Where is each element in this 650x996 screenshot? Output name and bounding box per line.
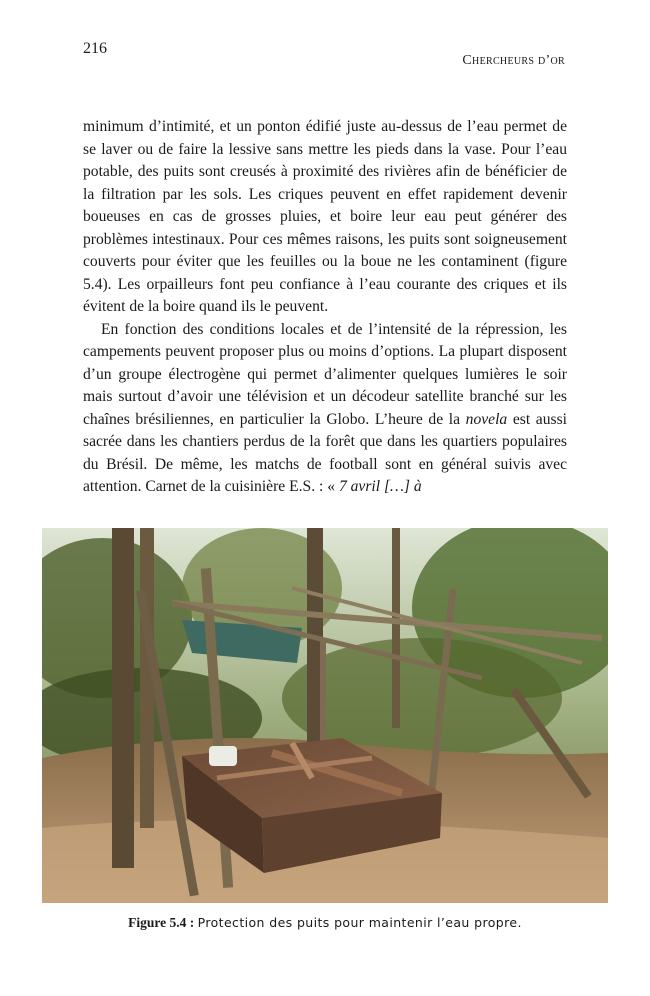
paragraph-2-text-b: est aussi sacrée dans les chantiers perdus de la forêt que dans les quartiers populaires du Brésil. De même, les matchs de football sont en général suivis avec attention. Carnet de la cuisinière E.S. : « xyxy=(83,410,567,495)
paragraph-2 xyxy=(83,319,567,499)
running-title: Chercheurs d’or xyxy=(462,53,565,68)
body-text xyxy=(83,116,567,499)
paragraph-2-text-a: En fonction des conditions locales et de l’intensité de la répression, les campements peuvent proposer plus ou moins d’options. La plupart disposent d’un groupe électrogène qui permet d’alimenter quelques lumières le soir mais surtout d’avoir une télévision et un décodeur satellite branché sur les chaînes brésiliennes, en particulier la Globo. L’heure de la xyxy=(83,320,567,428)
paragraph-2-italic-novela: novela xyxy=(465,410,508,428)
figure-caption-text: Protection des puits pour maintenir l’eau propre. xyxy=(197,915,522,930)
figure-caption xyxy=(0,915,650,931)
well-photo-illustration xyxy=(42,528,608,903)
figure-photo xyxy=(42,528,608,903)
page-number: 216 xyxy=(83,40,107,57)
paragraph-1: minimum d’intimité, et un ponton édifié juste au-dessus de l’eau permet de se laver ou de faire la lessive sans mettre les pieds dans la vase. Pour l’eau potable, des puits sont creusés à proximité des rivières afin de bénéficier de la filtration par les sols. Les criques peuvent en effet rapidement devenir boueuses en cas de grosses pluies, et boire leur eau peut générer des problèmes intestinaux. Pour ces mêmes raisons, les puits sont soigneusement couverts pour éviter que les feuilles ou la boue ne les contaminent (figure 5.4). Les orpailleurs font peu confiance à l’eau courante des criques et ils évitent de la boire quand ils le peuvent. xyxy=(83,118,567,315)
paragraph-2-italic-end: 7 avril […] à xyxy=(338,478,422,495)
figure-label: Figure 5.4 : xyxy=(128,915,195,930)
